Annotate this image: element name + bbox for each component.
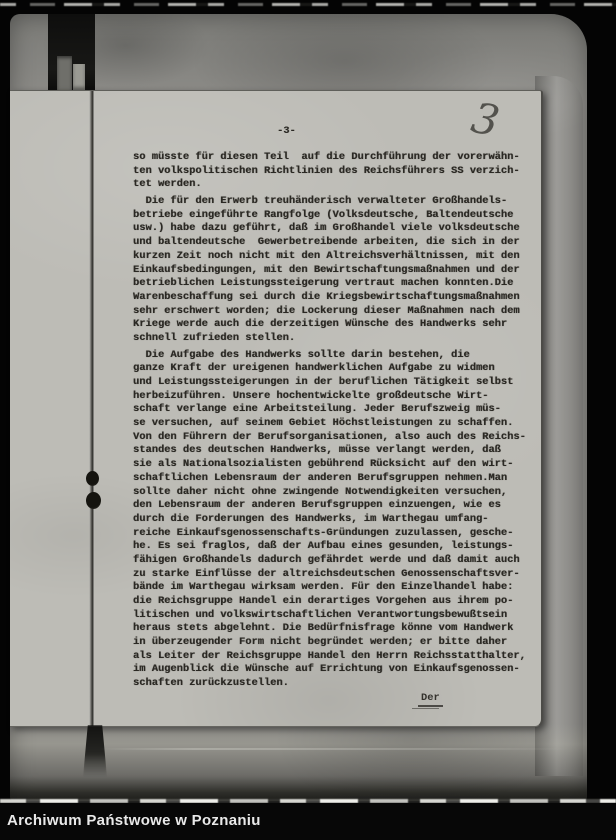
typed-line: heraus stets abgelehnt. Die Bedürfnisfrage könne vom Handwerk <box>133 622 514 635</box>
typed-line: in überzeugender Form nicht begründet werden; er bitte daher <box>133 636 508 649</box>
archive-caption-bar <box>0 803 616 840</box>
board-streak <box>100 748 570 750</box>
typed-line: sehr erschwert worden; die Lockerung dieser Maßnahmen nach dem <box>133 304 520 317</box>
binding-label <box>57 56 72 90</box>
typed-line: sie als Nationalsozialisten gebührend Rücksicht auf den wirt- <box>133 458 514 471</box>
page-number-handwritten: 3 <box>467 92 504 147</box>
film-scratch-top <box>0 3 616 6</box>
binding-gap <box>48 14 95 92</box>
typed-line: durch die Forderungen des Handwerks, im Warthegau umfang- <box>133 512 489 525</box>
typed-line: sollte daher nicht ohne zwingende Notwendigkeiten versuchen, <box>133 485 508 498</box>
typed-line: fähigen Großhandels dadurch gefährdet werde und daß damit auch <box>133 553 520 566</box>
archive-caption: Archiwum Państwowe w Poznaniu <box>7 812 261 829</box>
typed-line: die Reichsgruppe Handel ein derartiges Vorgehen aus ihrem po- <box>133 595 514 607</box>
typed-line: als Leiter der Reichsgruppe Handel den Herrn Reichsstatthalter, <box>133 649 526 662</box>
typed-line: betriebe eingeführte Rangfolge (Volksdeutsche, Baltendeutsche <box>133 208 514 221</box>
typed-line: im Augenblick die Wünsche auf Errichtung von Einkaufsgenossen- <box>133 663 520 676</box>
typed-line: usw.) habe dazu geführt, daß im Großhandel viele volksdeutsche <box>133 222 520 235</box>
typed-line: Von den Führern der Berufsorganisationen, also auch des Reichs- <box>133 430 526 443</box>
typed-line: herbeizuführen. Unsere hochentwickelte großdeutsche Wirt- <box>133 389 489 402</box>
typed-line: bände im Warthegau wirksam werden. Für den Einzelhandel habe: <box>133 581 514 594</box>
typed-line: schaftlichen Lebensraum der anderen Berufsgruppen nehmen.Man <box>133 471 508 484</box>
typed-line: Kriege werde auch die derzeitigen Wünsche des Handwerks sehr <box>133 318 508 331</box>
typed-line: reiche Einkaufsgenossenschafts-Gründungen zuzulassen, gesche- <box>133 526 514 539</box>
typed-line: Die Aufgabe des Handwerks sollte darin bestehen, die <box>133 348 470 361</box>
typed-text-block <box>133 151 537 694</box>
typed-line: Einkaufsbedingungen, mit den Bewirtschaftungsmaßnahmen und der <box>133 263 520 276</box>
catchword: Der <box>418 692 443 707</box>
typed-line: se versuchen, auf seinem Gebiet Höchstleistungen zu schaffen. <box>133 417 514 430</box>
typed-line: schnell zufrieden stellen. <box>133 331 296 344</box>
punch-hole-bottom <box>86 492 101 509</box>
typed-line: ganze Kraft der ureigenen handwerklichen Aufgabe zu widmen <box>133 362 495 375</box>
document-page <box>10 90 543 727</box>
typed-line: tet werden. <box>133 178 202 191</box>
paragraph <box>133 195 537 346</box>
typed-line: und baltendeutsche Gewerbetreibende arbeiten, die sich in der <box>133 236 520 249</box>
typed-line: he. Es sei fraglos, daß der Aufbau eines gesunden, leistungs- <box>133 540 514 553</box>
typed-line: so müsste für diesen Teil auf die Durchführung der vorerwähn- <box>133 151 520 163</box>
typed-line: Warenbeschaffung sei durch die Kriegsbewirtschaftungsmaßnahmen <box>133 290 520 303</box>
typed-line: standes des deutschen Handwerks, müsse verlangt werden, daß <box>133 444 501 457</box>
binding-label-small <box>73 64 85 90</box>
punch-hole-top <box>86 471 99 486</box>
paragraph <box>133 151 537 192</box>
typed-line: und Leistungssteigerungen in der beruflichen Tätigkeit selbst <box>133 376 514 388</box>
typed-line: schaften zurückzustellen. <box>133 677 289 690</box>
typed-line: ten volkspolitischen Richtlinien des Reichsführers SS verzich- <box>133 164 520 177</box>
typed-line: den Lebensraum der anderen Berufsgruppen einzuengen, wie es <box>133 499 501 512</box>
typed-line: litischen und volkswirtschaftlichen Verantwortungsbewußtsein <box>133 608 508 621</box>
typed-line: kurzen Zeit noch nicht mit den Altreichsverhältnissen, mit den <box>133 249 520 262</box>
typed-line: schaft verlange eine Arbeitsteilung. Jeder Berufszweig müs- <box>133 403 501 416</box>
typed-line: zu starke Einflüsse der altreichsdeutschen Genossenschaftsver- <box>133 567 520 580</box>
fold-crease <box>89 91 95 726</box>
page-number-typed: -3- <box>277 125 296 137</box>
paragraph <box>133 349 537 691</box>
typed-line: betrieblichen Leistungssteigerung vertraut machen konnten.Die <box>133 277 514 290</box>
typed-line: Die für den Erwerb treuhänderisch verwalteter Großhandels- <box>133 195 508 208</box>
